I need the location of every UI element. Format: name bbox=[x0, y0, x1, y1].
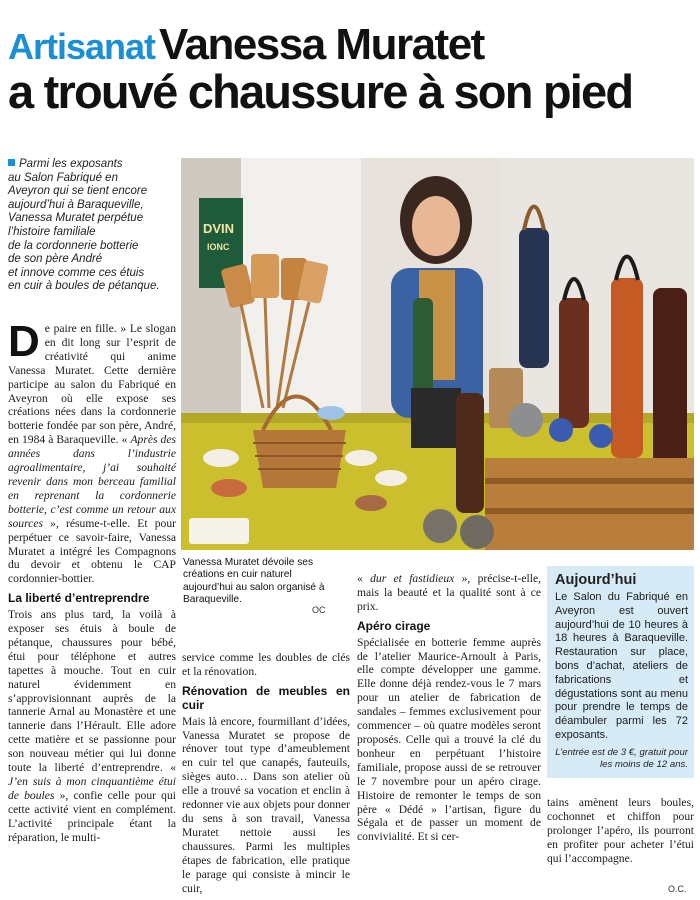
photo-credit: OC bbox=[312, 605, 326, 615]
sign-text-2: IONC bbox=[207, 242, 230, 252]
chapo-line: de la cordonnerie botterie bbox=[8, 239, 139, 252]
kicker: Artisanat bbox=[8, 26, 156, 67]
column-3-text: Spécialisée en botterie femme auprès de l’atelier Maurice-Arnoult à Paris, elle compte développer une gamme. Elle donne déjà rendez-vous le 7 mars pour un atelier de fabrication de sandales – femmes exclusivement pour commencer – où quatre modèles seront proposés. Celle qui a trouvé la clé du bonheur en perpétuant l’histoire familiale, propose aussi de se retrouver le 7 novembre pour un apéro cirage. Histoire de remonter le temps de son père « Dédé » l’artisan, figure du Ségala et de passer un moment de convivialité. Et si cer- bbox=[357, 635, 541, 844]
headline bbox=[8, 20, 698, 119]
chapo-line: en cuir à boules de pétanque. bbox=[8, 280, 160, 293]
intro-end: », résume-t-elle. Et pour perpétuer ce savoir-faire, Vanessa Muratet a intégré les Compagnons du devoir et obtenu le CAP cordonnier-bottier. bbox=[8, 516, 176, 586]
sign-text-1: DVIN bbox=[203, 221, 235, 236]
subhead-liberte: La liberté d’entreprendre bbox=[8, 591, 150, 606]
chapo-line: de son père André bbox=[8, 253, 103, 266]
chapo-line: Vanessa Muratet perpétue bbox=[8, 212, 144, 225]
column-4-text: tains amènent leurs boules, cochonnet et chiffon pour prolonger l’apéro, ils pourront en profiter pour acheter l’étui qui l’accompagne. bbox=[547, 796, 694, 865]
article-credit: O.C. bbox=[668, 884, 687, 894]
column-3-lead-text: », précise-t-elle, mais la beauté et la qualité sont à ce prix. bbox=[357, 572, 541, 613]
paragraph-2-quote: J’en suis à mon cinquantième étui de boules bbox=[8, 775, 176, 802]
headline-title-line1: Vanessa Muratet bbox=[159, 20, 484, 69]
article-column-3 bbox=[357, 572, 541, 844]
chapo-line: Aveyron qui se tient encore bbox=[8, 185, 148, 198]
chapo-line: et innove comme ces étuis bbox=[8, 266, 145, 279]
column-2-lead: service comme les doubles de clés et la rénovation. bbox=[182, 651, 350, 678]
article-photo bbox=[181, 158, 694, 550]
chapo-line: aujourd’hui à Baraqueville, bbox=[8, 198, 144, 211]
photo-caption: Vanessa Muratet dévoile ses créations en cuir naturel aujourd’hui au salon organisé à Baraqueville. bbox=[183, 557, 325, 606]
article-column-2 bbox=[182, 651, 350, 895]
info-box-aujourdhui bbox=[547, 566, 694, 778]
column-2-text: Mais là encore, fourmillant d’idées, Vanessa Muratet se propose de rénover tout type d’ameublement en cuir tel que canapés, fauteuils, sièges auto… Dans son atelier où elle a trouvé sa vocation et enclin à redonner vie aux objets pour donner du sens à son travail, Vanessa Muratet nettoie aussi les chaussures. Parmi les multiples étapes de fabrication, elle pratique le parage qui consiste à mincir le cuir, bbox=[182, 714, 350, 895]
subhead-apero-cirage: Apéro cirage bbox=[357, 618, 431, 633]
article-column-4 bbox=[547, 796, 694, 866]
paragraph-2-end: », confie celle pour qui cette activité vient en complément. L’activité principale étant la réparation, le multi- bbox=[8, 788, 176, 844]
paragraph-2-text: Trois ans plus tard, la voilà à exposer ses étuis à boule de pétanque, chaussures pour bébé, étui pour téléphone et autres tapettes à mouche. Tout en cuir naturel évidemment en s’approvisionnant auprès de la tannerie Arnal au Monastère et une tannerie dans l’Hérault. Elle adore cette matière et se passionne pour son nouveau métier qui lui donne toute la liberté d’entreprendre. « bbox=[8, 608, 176, 775]
intro-paragraph bbox=[8, 317, 176, 586]
chapo bbox=[8, 158, 176, 294]
photo-illustration bbox=[181, 158, 694, 550]
paragraph-2 bbox=[8, 608, 176, 844]
column-3-lead: « dur et fastidieux », précise-t-elle, mais la beauté et la qualité sont à ce prix. bbox=[357, 572, 541, 613]
article-column-1 bbox=[8, 317, 176, 845]
info-box-note: L’entrée est de 3 €, gratuit pour les moins de 12 ans. bbox=[555, 746, 688, 770]
intro-quote: Après des années dans l’industrie agroalimentaire, j’ai souhaité revenir dans mon berceau familial en reprenant la cordonnerie botterie, c’est comme un retour aux sources bbox=[8, 433, 176, 530]
headline-title-line2: a trouvé chaussure à son pied bbox=[8, 65, 633, 118]
subhead-renovation: Rénovation de meubles en cuir bbox=[182, 683, 350, 712]
held-case bbox=[413, 298, 433, 393]
intro-text: e paire en fille. » Le slogan en dit long sur l’esprit de créativité qui anime Vanessa Muratet. Cette dernière participe au salon du Fabriqué en Aveyron où elle expose ses créations nées dans la cordonnerie botterie fondée par son père, André, en 1984 à Baraqueville. « bbox=[8, 322, 176, 447]
info-box-title: Aujourd’hui bbox=[555, 572, 637, 588]
info-box-text: Le Salon du Fabriqué en Aveyron est ouvert aujourd’hui de 10 heures à 18 heures à Baraqueville. Restauration sur place, bons d’achat, ateliers de fabrications et dégustations sont au menu pour prendre le temps de déambuler parmi les 72 exposants. bbox=[555, 591, 688, 741]
column-3-quote: dur et fastidieux bbox=[370, 572, 455, 585]
square-bullet-icon bbox=[8, 159, 15, 166]
chapo-line: Parmi les exposants bbox=[19, 158, 123, 170]
chapo-line: au Salon Fabriqué en bbox=[8, 171, 118, 184]
chapo-line: l’histoire familiale bbox=[8, 225, 96, 238]
dropcap: D bbox=[8, 317, 40, 366]
